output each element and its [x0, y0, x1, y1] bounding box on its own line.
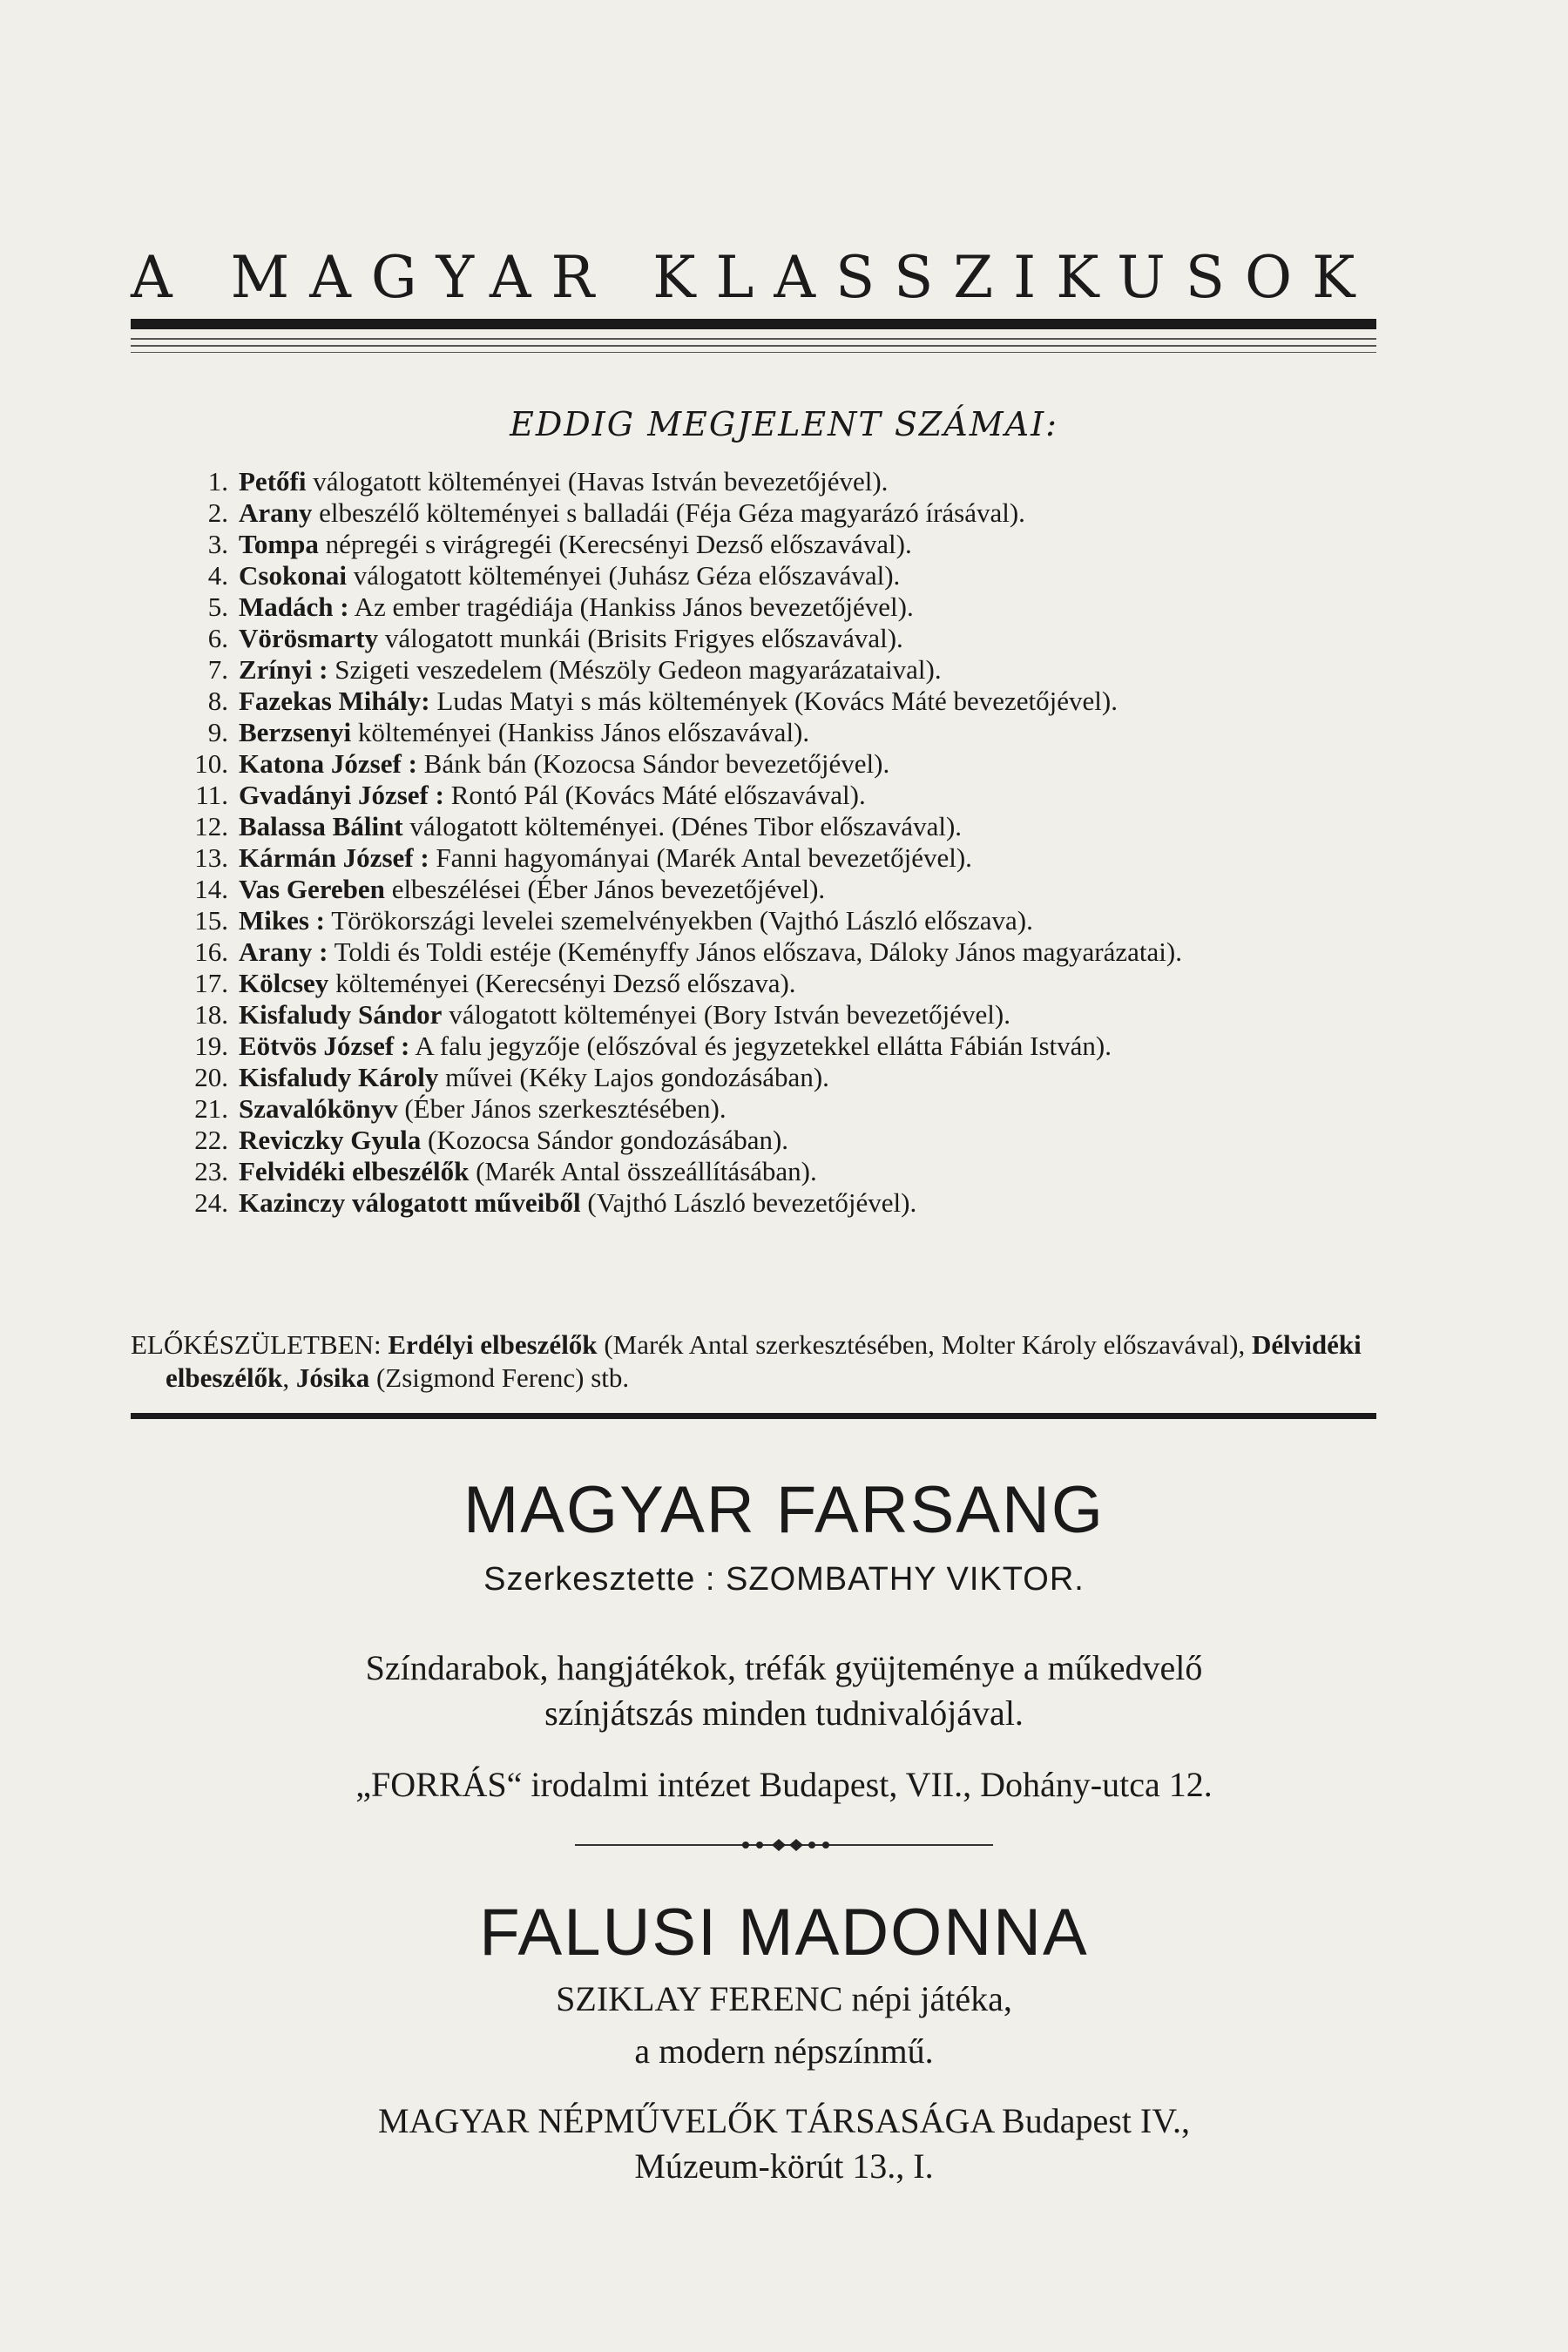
list-item	[157, 748, 1376, 780]
list-item-author: Kármán József :	[239, 842, 429, 873]
list-item-number: 11.	[195, 780, 228, 810]
list-item-number: 24.	[194, 1187, 228, 1218]
list-item-text	[239, 623, 1376, 654]
title-rule-thin-1	[131, 338, 1376, 340]
list-item-description: elbeszélő költeményei s balladái (Féja Géza magyarázó írásával).	[312, 497, 1025, 528]
list-item	[157, 999, 1376, 1031]
list-item-text	[239, 529, 1376, 560]
farsang-editor: Szerkesztette : SZOMBATHY VIKTOR.	[483, 1561, 1085, 1598]
list-item-description: válogatott költeményei (Bory István bevezetőjével).	[442, 999, 1010, 1030]
list-item-description: művei (Kéky Lajos gondozásában).	[438, 1062, 829, 1092]
list-item-text	[239, 905, 1376, 936]
prep-item-delvideki: Délvidéki elbeszélők	[166, 1329, 1362, 1393]
list-item	[157, 1093, 1376, 1125]
list-item-number: 7.	[207, 654, 228, 685]
prep-text-2: (Zsigmond Ferenc) stb.	[369, 1362, 630, 1393]
list-item-text	[239, 968, 1376, 999]
madonna-subtitle: a modern népszínmű.	[634, 2031, 934, 2071]
farsang-desc-2: színjátszás minden tudnivalójával.	[544, 1693, 1024, 1733]
in-preparation-label: ELŐKÉSZÜLETBEN:	[131, 1329, 382, 1360]
list-item-text	[239, 654, 1376, 686]
list-item-description: (Éber János szerkesztésében).	[397, 1093, 727, 1124]
farsang-publisher: „FORRÁS“ irodalmi intézet Budapest, VII., Dohány-utca 12.	[355, 1765, 1213, 1804]
title-rule-thick	[131, 319, 1376, 329]
list-item-author: Gvadányi József :	[239, 780, 444, 810]
list-item-author: Kisfaludy Sándor	[239, 999, 443, 1030]
list-item-author: Berzsenyi	[239, 717, 352, 747]
list-item-description: Az ember tragédiája (Hankiss János bevezetőjével).	[348, 591, 914, 622]
list-item-number: 22.	[194, 1125, 228, 1155]
list-item-description: válogatott költeményei. (Dénes Tibor előszavával).	[402, 811, 963, 841]
list-item-description: költeményei (Hankiss János előszavával).	[351, 717, 810, 747]
list-item-description: válogatott költeményei (Havas István bevezetőjével).	[306, 466, 889, 497]
list-item	[157, 1031, 1376, 1062]
list-item	[157, 968, 1376, 999]
list-item-author: Petőfi	[239, 466, 307, 497]
list-item-text	[239, 591, 1376, 623]
list-item-author: Vas Gereben	[239, 874, 385, 904]
list-item-description: Toldi és Toldi estéje (Keményffy János előszava, Dáloky János magyarázatai).	[328, 936, 1182, 967]
list-item-text	[239, 811, 1376, 842]
list-item	[157, 1062, 1376, 1093]
list-item	[157, 686, 1376, 717]
list-item	[157, 529, 1376, 560]
list-item-description: (Kozocsa Sándor gondozásában).	[421, 1125, 789, 1155]
prep-text-1: (Marék Antal szerkesztésében, Molter Károly előszavával),	[597, 1329, 1253, 1360]
list-item-description: válogatott munkái (Brisits Frigyes előszavával).	[378, 623, 903, 653]
madonna-title: FALUSI MADONNA	[479, 1896, 1089, 1970]
list-item-number: 21.	[194, 1093, 228, 1124]
list-item	[157, 466, 1376, 497]
list-item-description: Szigeti veszedelem (Mészöly Gedeon magyarázataival).	[328, 654, 942, 685]
list-item-author: Arany :	[239, 936, 328, 967]
list-item-description: népregéi s virágregéi (Kerecsényi Dezső előszavával).	[318, 529, 912, 559]
list-item-number: 10.	[194, 748, 228, 779]
list-item-text	[239, 1125, 1376, 1156]
list-item-number: 19.	[194, 1031, 228, 1061]
list-item-number: 16.	[194, 936, 228, 967]
list-item-author: Fazekas Mihály:	[239, 686, 430, 716]
prep-item-erdelyi: Erdélyi elbeszélők	[388, 1329, 598, 1360]
list-item-author: Arany	[239, 497, 313, 528]
prep-item-josika: Jósika	[295, 1362, 370, 1393]
list-item-number: 18.	[194, 999, 228, 1030]
list-item-description: költeményei (Kerecsényi Dezső előszava).	[328, 968, 796, 998]
list-item-number: 9.	[207, 717, 228, 747]
list-item-author: Vörösmarty	[239, 623, 379, 653]
list-item-text	[239, 999, 1376, 1031]
list-item-author: Kazinczy válogatott műveiből	[239, 1187, 581, 1218]
list-item-description: válogatott költeményei (Juhász Géza előszavával).	[347, 560, 901, 591]
list-item-number: 4.	[207, 560, 228, 591]
list-item-author: Kölcsey	[239, 968, 329, 998]
farsang-desc-1: Színdarabok, hangjátékok, tréfák gyüjteménye a műkedvelő	[365, 1648, 1203, 1687]
book-list	[157, 466, 1376, 1219]
list-item-author: Csokonai	[239, 560, 348, 591]
list-item-author: Mikes :	[239, 905, 326, 936]
list-item	[157, 905, 1376, 936]
list-item-author: Felvidéki elbeszélők	[239, 1156, 470, 1186]
farsang-title: MAGYAR FARSANG	[463, 1473, 1105, 1547]
list-item	[157, 654, 1376, 686]
list-item-number: 2.	[207, 497, 228, 528]
list-item-text	[239, 466, 1376, 497]
list-item-description: Törökországi levelei szemelvényekben (Vajthó László előszava).	[325, 905, 1033, 936]
list-item-description: Bánk bán (Kozocsa Sándor bevezetőjével).	[416, 748, 890, 779]
title-rule-thin-2	[131, 345, 1376, 347]
list-item-number: 1.	[207, 466, 228, 497]
list-item	[157, 874, 1376, 905]
list-item-text	[239, 1031, 1376, 1062]
list-item-text	[239, 780, 1376, 811]
list-item-author: Szavalókönyv	[239, 1093, 398, 1124]
list-item	[157, 1156, 1376, 1187]
list-item-text	[239, 497, 1376, 529]
list-item-author: Reviczky Gyula	[239, 1125, 422, 1155]
list-item-author: Zrínyi :	[239, 654, 328, 685]
list-item	[157, 623, 1376, 654]
list-subheading: EDDIG MEGJELENT SZÁMAI:	[510, 405, 1058, 443]
prep-separator: ,	[282, 1362, 296, 1393]
list-item-text	[239, 560, 1376, 591]
list-item	[157, 1187, 1376, 1219]
list-item	[157, 780, 1376, 811]
series-title: A MAGYAR KLASSZIKUSOK	[131, 244, 1375, 311]
list-item-text	[239, 1156, 1376, 1187]
list-item-description: (Vajthó László bevezetőjével).	[580, 1187, 917, 1218]
list-item-number: 3.	[207, 529, 228, 559]
list-item-description: elbeszélései (Éber János bevezetőjével).	[384, 874, 826, 904]
list-item-text	[239, 874, 1376, 905]
list-item-text	[239, 717, 1376, 748]
list-item-author: Katona József :	[239, 748, 417, 779]
list-item-number: 17.	[194, 968, 228, 998]
list-item	[157, 936, 1376, 968]
list-item	[157, 717, 1376, 748]
list-item-text	[239, 1187, 1376, 1219]
list-item-author: Kisfaludy Károly	[239, 1062, 439, 1092]
list-item-author: Balassa Bálint	[239, 811, 403, 841]
list-item-number: 15.	[194, 905, 228, 936]
list-item-description: Ludas Matyi s más költemények (Kovács Máté bevezetőjével).	[429, 686, 1118, 716]
list-item-text	[239, 936, 1376, 968]
list-item-number: 5.	[207, 591, 228, 622]
list-item-text	[239, 748, 1376, 780]
list-item-number: 12.	[194, 811, 228, 841]
ornament-divider	[575, 1836, 993, 1854]
list-item	[157, 1125, 1376, 1156]
list-item-author: Tompa	[239, 529, 319, 559]
list-item-number: 6.	[207, 623, 228, 653]
list-item-text	[239, 842, 1376, 874]
list-item-number: 20.	[194, 1062, 228, 1092]
madonna-author-line: SZIKLAY FERENC népi játéka,	[556, 1979, 1012, 2018]
list-item	[157, 560, 1376, 591]
list-item-description: Fanni hagyományai (Marék Antal bevezetőjével).	[429, 842, 972, 873]
list-item-text	[239, 686, 1376, 717]
list-item	[157, 811, 1376, 842]
list-item	[157, 591, 1376, 623]
list-item-number: 14.	[194, 874, 228, 904]
list-item-number: 23.	[194, 1156, 228, 1186]
title-rule-thin-3	[131, 352, 1376, 353]
madonna-address: Múzeum-körút 13., I.	[634, 2146, 934, 2186]
madonna-publisher: MAGYAR NÉPMŰVELŐK TÁRSASÁGA Budapest IV.,	[378, 2101, 1190, 2140]
list-item-description: Rontó Pál (Kovács Máté előszavával).	[443, 780, 866, 810]
section-divider	[131, 1413, 1376, 1419]
list-item-author: Madách :	[239, 591, 349, 622]
list-item-description: (Marék Antal összeállításában).	[469, 1156, 817, 1186]
list-item-text	[239, 1093, 1376, 1125]
list-item-text	[239, 1062, 1376, 1093]
list-item-number: 13.	[194, 842, 228, 873]
list-item	[157, 842, 1376, 874]
list-item-author: Eötvös József :	[239, 1031, 410, 1061]
in-preparation-note	[131, 1328, 1376, 1395]
list-item-description: A falu jegyzője (előszóval és jegyzetekkel ellátta Fábián István).	[409, 1031, 1112, 1061]
list-item-number: 8.	[207, 686, 228, 716]
list-item	[157, 497, 1376, 529]
